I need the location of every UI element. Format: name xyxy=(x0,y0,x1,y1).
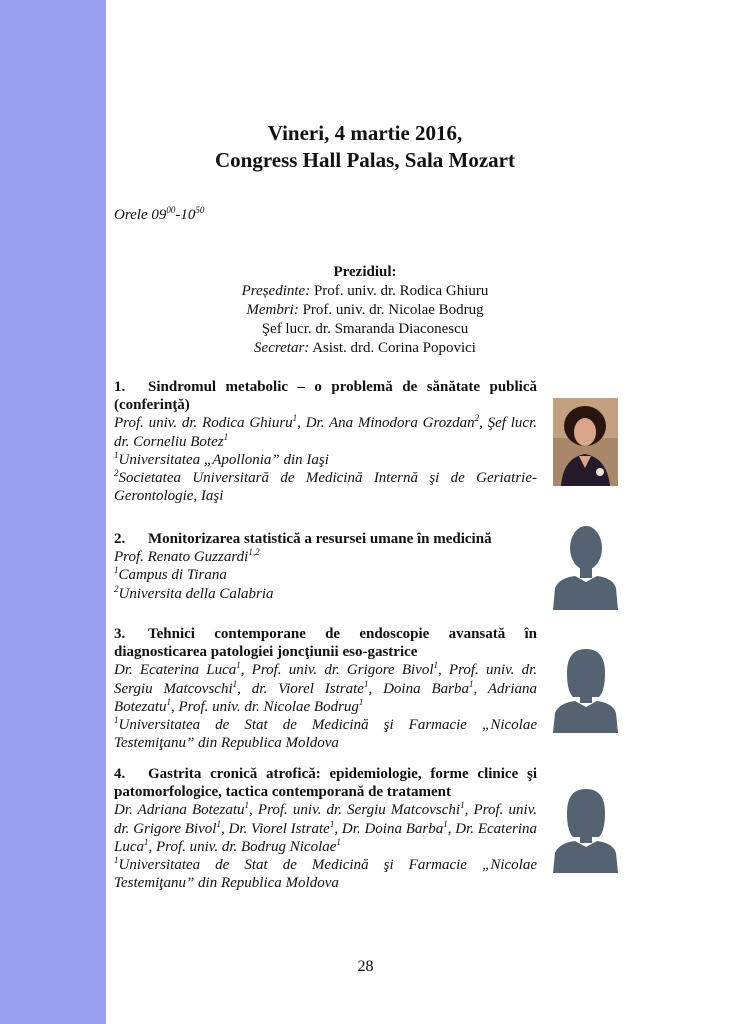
talk-item xyxy=(114,765,537,892)
female-silhouette-icon xyxy=(553,785,618,873)
talk-affiliation: $^1$Campus di Tirana xyxy=(114,565,227,584)
talk-affiliation: $^2$Universita della Calabria xyxy=(114,583,274,602)
male-silhouette-icon xyxy=(553,522,618,610)
session-venue: Congress Hall Palas, Sala Mozart xyxy=(214,148,515,172)
left-color-band xyxy=(0,0,106,1024)
session-hours xyxy=(114,205,204,224)
talk-item xyxy=(114,530,537,603)
talk-item xyxy=(114,625,537,752)
talk-authors: Prof. univ. dr. Rodica Ghiuru$^1$, Dr. Ana Minodora Grozdan$^2$, Şef lucr. dr. Corneliu Botez$^1$ xyxy=(114,413,537,450)
presidium-block xyxy=(114,263,616,358)
hours-end: -10 xyxy=(175,207,196,223)
talk-title: 2. Monitorizarea statistică a resursei umane în medicină xyxy=(114,531,492,547)
session-date: Vineri, 4 martie 2016, xyxy=(267,121,463,145)
talk-title: 4. Gastrita cronică atrofică: epidemiologie, forme clinice şi patomorfologice, tactica contemporană de tratament xyxy=(114,766,537,801)
female-silhouette-icon xyxy=(553,645,618,733)
session-header xyxy=(114,120,616,174)
presidium-line: Membri: Prof. univ. dr. Nicolae Bodrug xyxy=(246,302,484,318)
presidium-line: Şef lucr. dr. Smaranda Diaconescu xyxy=(261,321,469,337)
talk-authors: Dr. Adriana Botezatu$^1$, Prof. univ. dr. Sergiu Matcovschi$^1$, Prof. univ. dr. Grigore Bivol$^1$, Dr. Viorel Istrate$^1$, Dr. Doina Barba$^1$, Dr. Ecaterina Luca$^1$, Prof. univ. dr. Bodrug Nicolae$^1$ xyxy=(114,800,537,855)
talk-affiliation: $^1$Universitatea de Stat de Medicină şi Farmacie „Nicolae Testemiţanu” din Republica Moldova xyxy=(114,715,537,752)
talk-affiliation: $^1$Universitatea de Stat de Medicină şi Farmacie „Nicolae Testemiţanu” din Republica Moldova xyxy=(114,855,537,892)
presidium-line: Președinte: Prof. univ. dr. Rodica Ghiuru xyxy=(241,283,489,299)
presidium-line: Secretar: Asist. drd. Corina Popovici xyxy=(254,340,476,356)
talk-title: 1. Sindromul metabolic – o problemă de sănătate publică (conferinţă) xyxy=(114,379,537,414)
portrait-photo xyxy=(553,398,618,486)
page-number: 28 xyxy=(357,958,374,975)
talk-affiliation: $^2$Societatea Universitară de Medicină Internă şi de Geriatrie-Gerontologie, Iaşi xyxy=(114,468,537,505)
hours-start-minutes: 00 xyxy=(166,205,176,215)
talk-authors: Dr. Ecaterina Luca$^1$, Prof. univ. dr. Grigore Bivol$^1$, Prof. univ. dr. Sergiu Matcovschi$^1$, dr. Viorel Istrate$^1$, Doina Barba$^1$, Adriana Botezatu$^1$, Prof. univ. dr. Nicolae Bodrug$^1$ xyxy=(114,660,537,715)
talk-item xyxy=(114,378,537,505)
presidium-title: Prezidiul: xyxy=(333,264,397,280)
talk-title: 3. Tehnici contemporane de endoscopie avansată în diagnosticarea patologiei joncţiunii eso-gastrice xyxy=(114,626,537,661)
talk-affiliation: $^1$Universitatea „Apollonia” din Iaşi xyxy=(114,449,329,468)
talk-authors: Prof. Renato Guzzardi$^{1,2}$ xyxy=(114,547,260,566)
hours-start: Orele 09 xyxy=(114,207,167,223)
hours-end-minutes: 50 xyxy=(195,205,205,215)
